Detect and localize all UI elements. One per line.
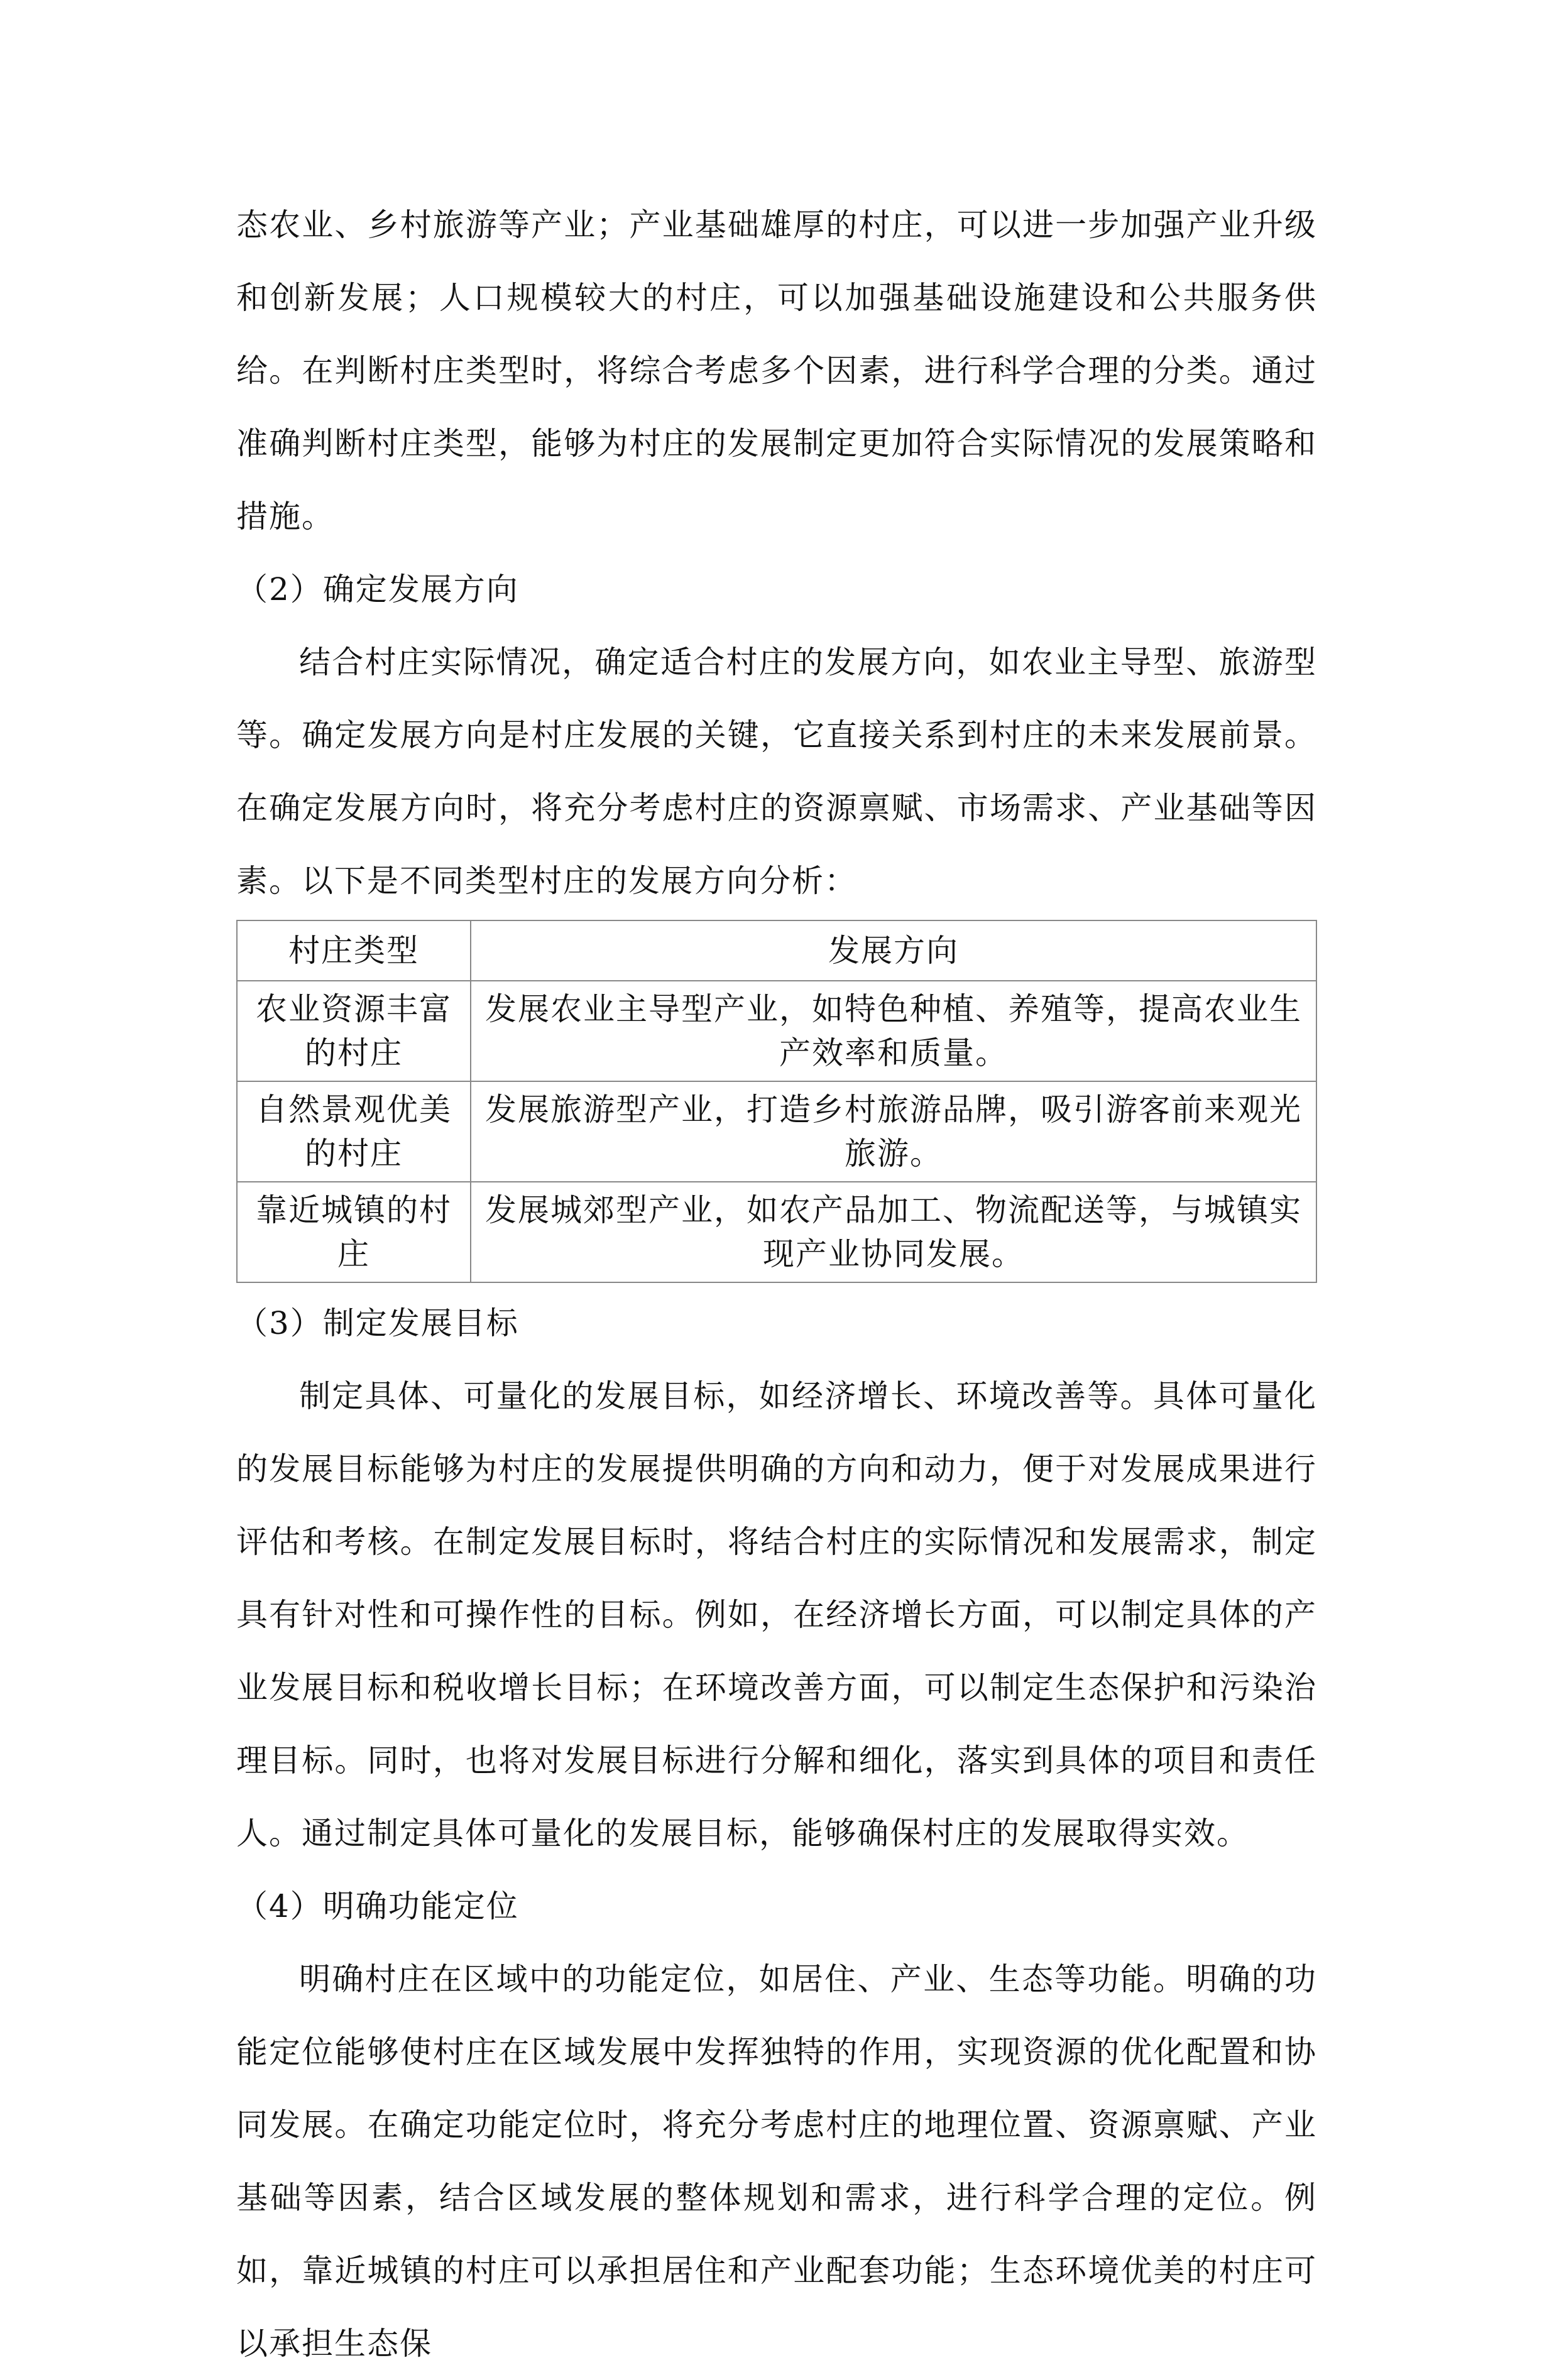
table-cell-type: 农业资源丰富的村庄 [237, 981, 471, 1081]
table-cell-direction: 发展旅游型产业，打造乡村旅游品牌，吸引游客前来观光旅游。 [471, 1081, 1316, 1182]
table-header-direction: 发展方向 [471, 920, 1316, 981]
table-cell-direction: 发展农业主导型产业，如特色种植、养殖等，提高农业生产效率和质量。 [471, 981, 1316, 1081]
section-heading-function: （4）明确功能定位 [236, 1888, 519, 1924]
table-row [237, 981, 1316, 1081]
document-page [236, 188, 1317, 2380]
table-cell-type: 靠近城镇的村庄 [237, 1182, 471, 1282]
table-cell-type: 自然景观优美的村庄 [237, 1081, 471, 1182]
section-heading-direction: （2）确定发展方向 [236, 571, 519, 608]
table-row [237, 1182, 1316, 1282]
paragraph-goals: 制定具体、可量化的发展目标，如经济增长、环境改善等。具体可量化的发展目标能够为村庄的发展提供明确的方向和动力，便于对发展成果进行评估和考核。在制定发展目标时，将结合村庄的实际情况和发展需求，制定具有针对性和可操作性的目标。例如，在经济增长方面，可以制定具体的产业发展目标和税收增长目标；在环境改善方面，可以制定生态保护和污染治理目标。同时，也将对发展目标进行分解和细化，落实到具体的项目和责任人。通过制定具体可量化的发展目标，能够确保村庄的发展取得实效。 [236, 1378, 1317, 1852]
paragraph-function: 明确村庄在区域中的功能定位，如居住、产业、生态等功能。明确的功能定位能够使村庄在区域发展中发挥独特的作用，实现资源的优化配置和协同发展。在确定功能定位时，将充分考虑村庄的地理位置、资源禀赋、产业基础等因素，结合区域发展的整体规划和需求，进行科学合理的定位。例如，靠近城镇的村庄可以承担居住和产业配套功能；生态环境优美的村庄可以承担生态保 [236, 1961, 1317, 2362]
village-direction-table [236, 920, 1317, 1283]
section-heading-goals: （3）制定发展目标 [236, 1305, 519, 1341]
paragraph-direction: 结合村庄实际情况，确定适合村庄的发展方向，如农业主导型、旅游型等。确定发展方向是村庄发展的关键，它直接关系到村庄的未来发展前景。在确定发展方向时，将充分考虑村庄的资源禀赋、市场需求、产业基础等因素。以下是不同类型村庄的发展方向分析： [236, 644, 1317, 899]
paragraph-intro: 态农业、乡村旅游等产业；产业基础雄厚的村庄，可以进一步加强产业升级和创新发展；人口规模较大的村庄，可以加强基础设施建设和公共服务供给。在判断村庄类型时，将综合考虑多个因素，进行科学合理的分类。通过准确判断村庄类型，能够为村庄的发展制定更加符合实际情况的发展策略和措施。 [236, 207, 1317, 535]
table-header-row [237, 920, 1316, 981]
table-cell-direction: 发展城郊型产业，如农产品加工、物流配送等，与城镇实现产业协同发展。 [471, 1182, 1316, 1282]
table-row [237, 1081, 1316, 1182]
table-header-type: 村庄类型 [237, 920, 471, 981]
